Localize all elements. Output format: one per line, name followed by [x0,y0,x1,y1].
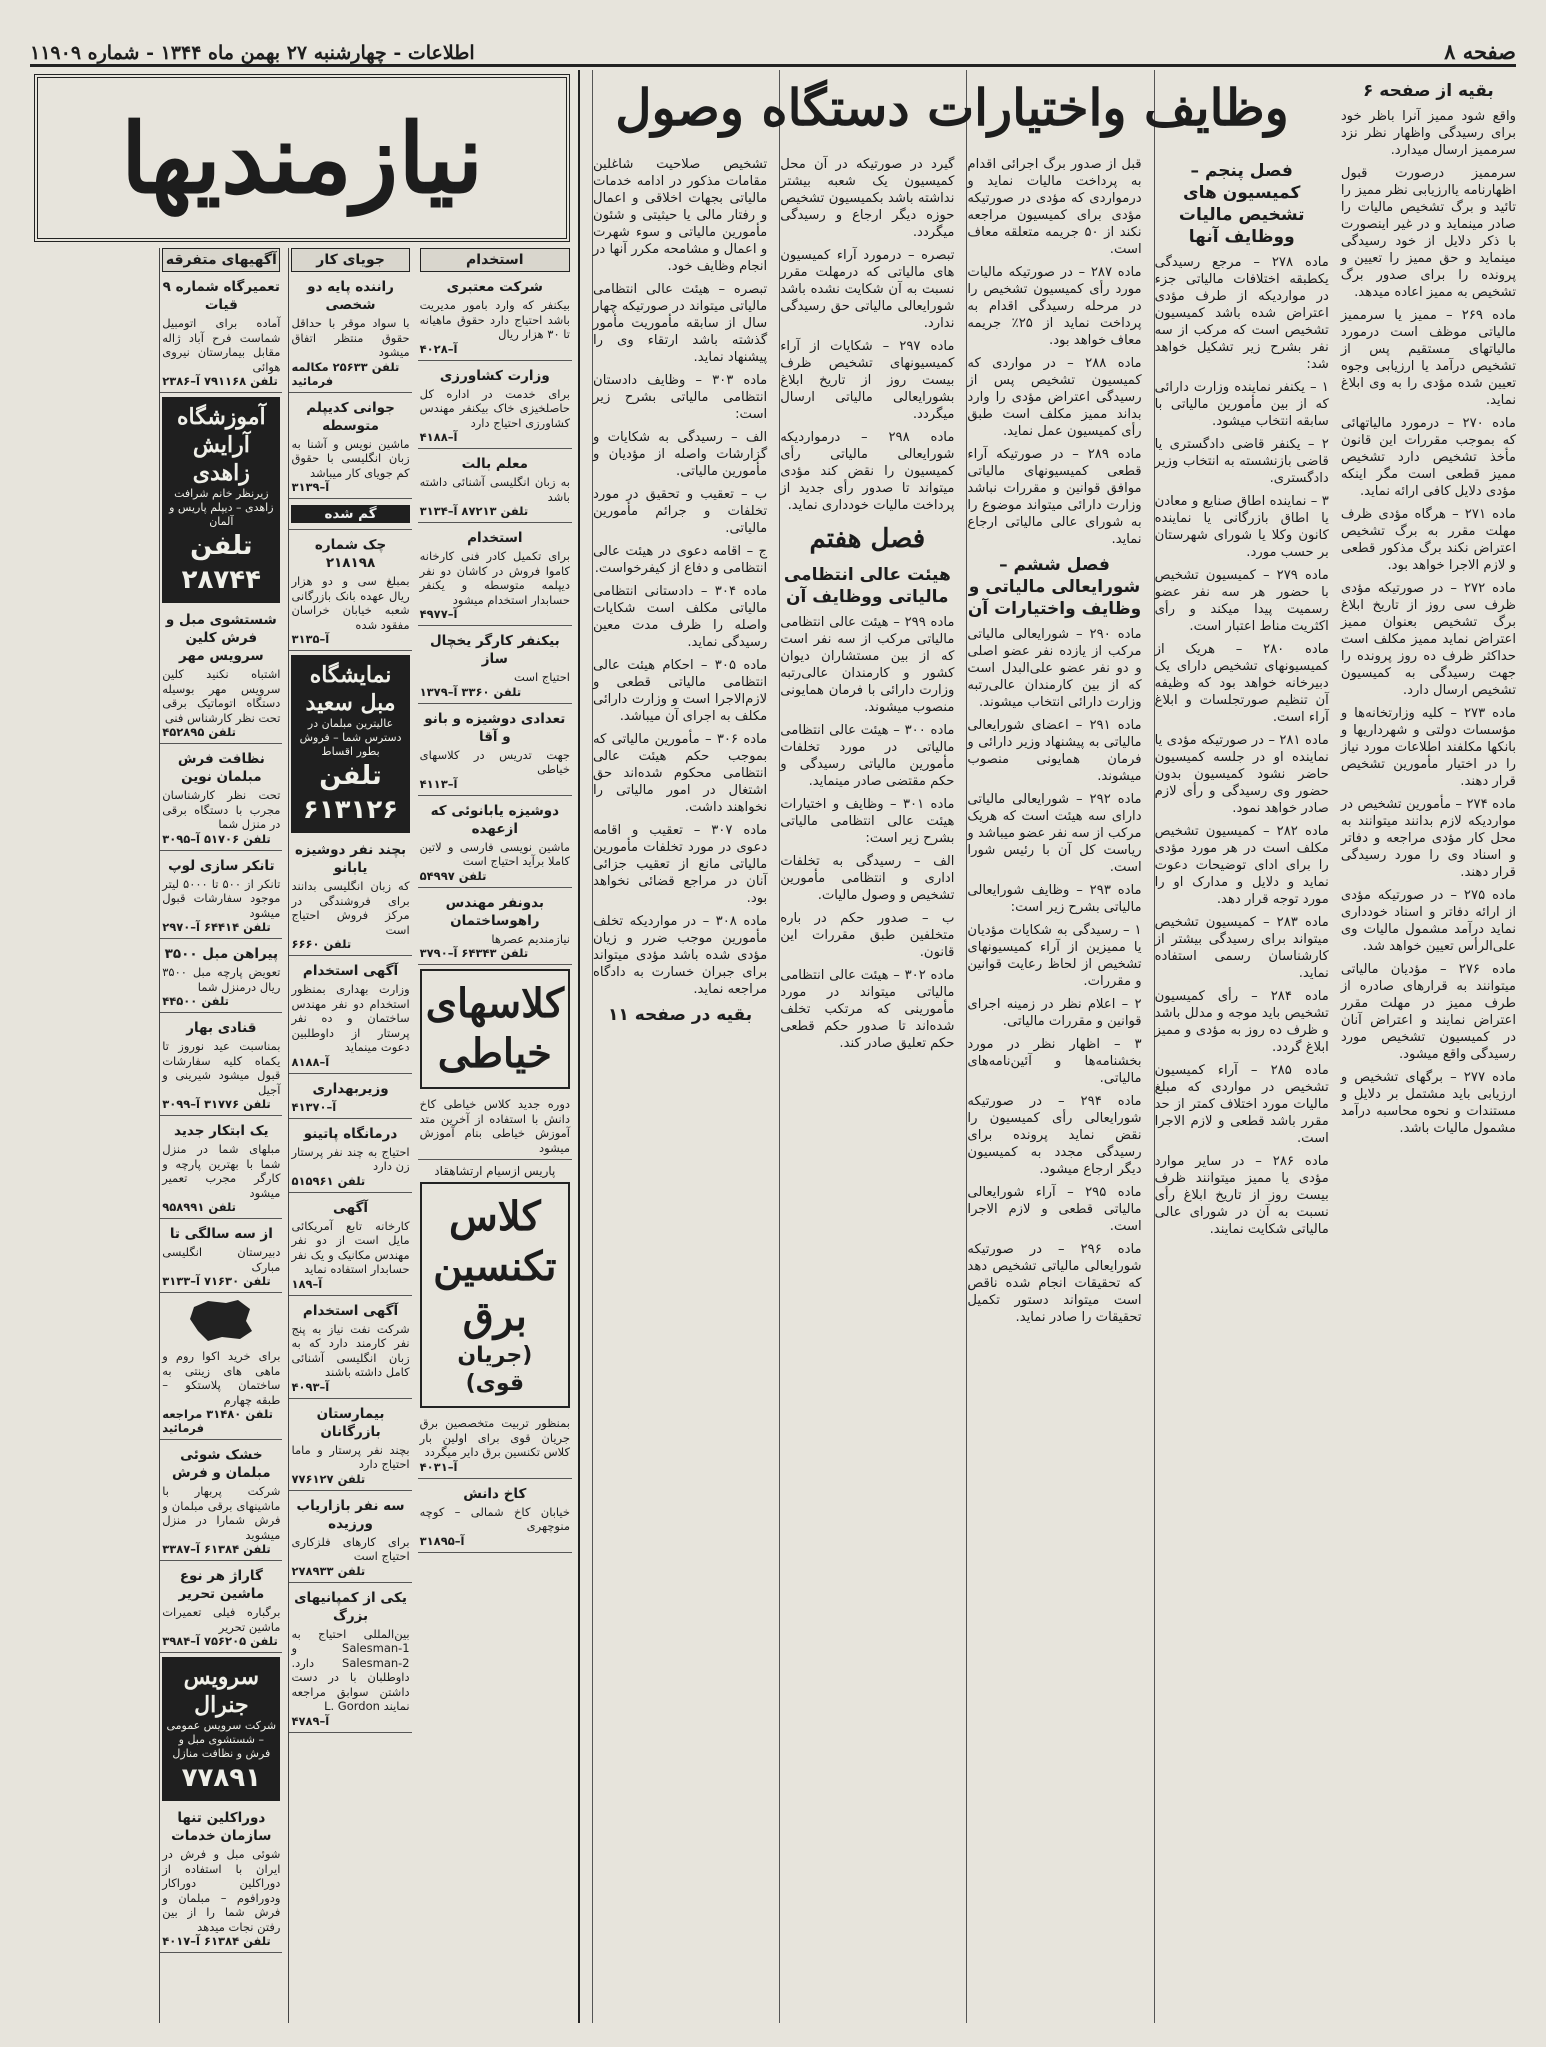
ad-text: شرکت پربهار با ماشینهای برقی مبلمان و فرش شمارا در منزل میشوید [162,1484,281,1542]
page-header [30,34,1516,67]
classified-ad [289,1197,411,1296]
section-header-jobseekers: جویای کار [291,248,409,272]
ad-heading: بچند نفر دوشیزه یابانو [294,842,407,876]
ad-text: با سواد موقر با حداقل حقوق منتظر اتفاق میشود [291,316,410,359]
airline-logo: پاریس ازسیام ارتشاهقاد [434,1164,556,1178]
ad-heading: خشک شوئی مبلمان و فرش [171,1447,271,1481]
classified-ads [30,70,580,2023]
ad-heading: سه نفر بازاریاب ورزیده [296,1497,405,1532]
ad-heading: وزیربهداری [312,1080,389,1097]
ad-phone: تلفن ۷۹۱۱۶۸ آ–۲۳۸۶ [162,374,278,388]
ad-phone: تلفن ۵۱۷۰۶ آ–۳۰۹۵ [162,831,271,846]
classified-ad [289,1495,411,1583]
ad-heading: تانکر سازی لوپ [168,857,275,874]
article-paragraph: ج – اقامه دعوی در هیئت عالی انتظامی و دفاع از کیفرخواست. [593,544,768,576]
classified-ad [160,1444,282,1561]
classified-ad [289,1587,411,1733]
classified-ad [418,1483,572,1553]
article-paragraph: ماده ۲۶۹ – ممیز یا سرممیز مالیاتی موظف است درمورد مالیاتهای مستقیم پس از تشخیص درآمد یا ارزیابی وجوه تعیین شده مؤدی را به وی ابلاغ نماید. [1340,308,1516,408]
advertiser-subline: شرکت سرویس عمومی – شستشوی مبل و فرش و نظافت منازل [166,1719,277,1760]
classified-ad [418,708,572,796]
article-paragraph: ۱ – یکنفر نماینده وزارت دارائی که از بین مأمورین مالیاتی با سابقه انتخاب میشود. [1154,380,1329,429]
article-paragraph: ماده ۲۹۹ – هیئت عالی انتظامی مالیاتی مرکب از سه نفر است که از بین مستشاران دیوان کشور و کارمندان عالی‌رتبه وزارت دارائی با فرمان همایونی منصوب میشوند. [780,615,955,715]
boxed-advertisement [162,1657,280,1801]
article-paragraph: ماده ۳۰۲ – هیئت عالی انتظامی مالیاتی میتواند در مورد مأمورینی که مرتکب تخلف شده‌اند تا صدور حکم قطعی حکم تعلیق صادر کند. [780,968,955,1051]
article-paragraph: ماده ۲۹۳ – وظایف شورایعالی مالیاتی بشرح زیر است: [967,883,1142,915]
classified-ad [418,453,572,523]
article-subheading: فصل ششم – شورایعالی مالیاتی و وظایف واختیارات آن [967,555,1142,619]
article-paragraph: ماده ۲۷۵ – در صورتیکه مؤدی از ارائه دفاتر و اسناد خودداری نماید درآمد مشمول مالیات وی علی‌الرأس تعیین خواهد شد. [1340,888,1516,954]
classified-ad [160,276,282,393]
ad-text: بچند نفر پرستار و ماما احتیاج دارد [291,1442,410,1471]
article-paragraph: ماده ۳۰۷ – تعقیب و اقامه دعوی در مورد تخلفات مأمورین مالیاتی مانع از تعقیب جزائی آنان در مراجع قضائی نخواهد بود. [593,823,768,906]
ad-heading: تعمیرگاه شماره ۹ قیات [162,279,280,313]
classified-ad [289,534,411,651]
ad-heading: بیکنفر کارگر یخچال ساز [429,633,560,667]
article-column-1 [1341,70,1516,2023]
ad-heading: گاراژ هر نوع ماشین تحریر [178,1568,265,1602]
ad-phone: آ–۴۰۳۱ [419,1459,458,1474]
article-paragraph: ۲ – اعلام نظر در زمینه اجرای قوانین و مقررات مالیاتی. [967,997,1142,1029]
article-paragraph: ماده ۲۸۶ – در سایر موارد مؤدی یا ممیز میتوانند ظرف بیست روز از تاریخ ابلاغ رأی نسبت به آن در شورای عالی مالیاتی شکایت نمایند. [1154,1154,1329,1237]
ad-heading: آگهی استخدام [302,963,399,979]
ad-phone: تلفن ۵۱۵۹۶۱ [291,1173,366,1188]
article-paragraph: الف – رسیدگی به تخلفات اداری و انتظامی مأمورین تشخیص و وصول مالیات. [780,854,955,903]
ads-column-hiring [418,248,572,2023]
ad-phone: تلفن ۲۷۸۹۳۳ [291,1563,366,1578]
article-paragraph: ۳ – اظهار نظر در مورد بخشنامه‌ها و آئین‌نامه‌های مالیاتی. [967,1037,1142,1086]
ad-heading: پیراهن مبل ۳۵۰۰ [164,946,279,962]
classified-ad [160,855,282,940]
classified-ad [418,892,572,966]
article-paragraph: ماده ۲۷۹ – کمیسیون تشخیص با حضور هر سه نفر عضو رسمیت پیدا میکند و رأی اکثریت مناط اعتبار است. [1154,568,1329,634]
article-paragraph: ماده ۲۸۹ – در صورتیکه آراء قطعی کمیسیونهای مالیاتی موافق قوانین و مقررات نباشد وزارت دارائی میتواند موضوع را به شورای عالی مالیاتی ارجاع نماید. [967,447,1142,547]
classified-ad [289,1123,411,1193]
ad-phone: آ–۴۰۹۳ [291,1379,330,1394]
article-paragraph: ماده ۳۰۰ – هیئت عالی انتظامی مالیاتی در مورد تخلفات مأمورین مالیاتی رسیدگی و حکم مقتضی صادر مینماید. [780,723,955,789]
ad-text: مبلهای شما در منزل شما با بهترین پارچه و کارگر مجرب تعمیر میشود [162,1142,281,1200]
classified-ad [289,1300,411,1399]
ad-heading: یک ابتکار جدید [174,1123,269,1139]
ad-phone: تلفن ۴۵۲۸۹۵ [162,725,236,739]
article-paragraph: ماده ۲۸۷ – در صورتیکه مالیات مورد رأی کمیسیون تشخیص را در مرحله رسیدگی اقدام به پرداخت نماید از ۲۵٪ جریمه معاف خواهد بود. [967,265,1142,348]
advertiser-phone: ۷۷۸۹۱ [181,1763,261,1793]
ad-heading: شرکت معتبری [446,279,543,295]
article-paragraph: ۳ – نماینده اطاق صنایع و معادن یا اطاق بازرگانی یا نماینده کانون وکلا یا شورای شهرستان بر حسب مورد. [1154,494,1329,560]
article-paragraph: ماده ۳۰۴ – دادستانی انتظامی مالیاتی مکلف است شکایات واصله را ظرف مدت معین رسیدگی نماید. [593,584,768,650]
ad-text: برگباره فیلی تعمیرات ماشین تحریر [162,1605,281,1634]
page-number: صفحه ۸ [1444,39,1516,64]
ad-phone: تلفن ۳۱۴۸۰ مراجعه فرمائید [162,1407,273,1435]
ad-text: اشتباه نکنید کلین سرویس مهر بوسیله دستگاه اتوماتیک برقی تحت نظر کارشناس فنی [162,667,281,725]
article-paragraph: تشخیص صلاحیت شاغلین مقامات مذکور در ادامه خدمات مالیاتی بجهات اخلاقی و اعمال و رفتار مالی یا حیثیتی و شئون مأمورین مالیاتی و سوء شهرت و اعمال و مشامحه مکرر آنها در انجام وظایف خود. [593,157,768,274]
ad-phone: تلفن ۶۴۴۱۴ آ–۲۹۷۰ [162,920,271,934]
ad-phone: تلفن ۷۷۶۱۲۷ [291,1471,366,1486]
ad-text: احتیاج به چند نفر پرستار زن دارد [291,1144,410,1173]
article-paragraph: تبصره – هیئت عالی انتظامی مالیاتی میتواند در صورتیکه چهار سال از سابقه مأموریت مأمور گذشته باشد ارتقاء وی را پیشنهاد نماید. [593,282,768,365]
ad-phone: تلفن ۳۳۶۰ آ–۱۳۷۹ [419,684,522,699]
ad-text: کارخانه تابع آمریکائی مایل است از دو نفر مهندس مکانیک و یک نفر حسابدار استفاده نماید [291,1218,410,1276]
ad-text: وزارت بهداری بمنظور استخدام دو نفر مهندس ساختمان و ده نفر پرستار از داوطلبین دعوت مینماید [291,982,410,1054]
article-subheading: هیئت عالی انتظامی مالیاتی ووظایف آن [783,565,951,607]
ad-phone: تلفن ۶۱۳۸۴ آ–۴۰۱۷ [162,1934,271,1948]
classified-ad [418,276,572,361]
article-title: وظایف واختیارات دستگاه وصول [615,78,1289,137]
article-subheading: بقیه در صفحه ۱۱ [608,1005,753,1025]
ad-heading: کاخ دانش [463,1485,527,1502]
article-paragraph: ماده ۲۸۸ – در مواردی که کمیسیون تشخیص پس از رسیدگی اعتراض مؤدی را وارد بداند ممیز مکلف است طبق رأی کمیسیون عمل نماید. [967,356,1142,439]
article-paragraph: ماده ۲۸۴ – رأی کمیسیون تشخیص باید موجه و مدلل باشد و ظرف ده روز به مؤدی و ممیز ابلاغ گردد. [1154,989,1329,1055]
ad-phone: آ–۸۱۸۸ [291,1054,330,1069]
ad-text: بمبلغ سی و دو هزار ریال عهده بانک بازرگانی شعبه خیابان خراسان مفقود شده [291,574,410,632]
ad-phone: تلفن ۸۷۲۱۳ آ–۳۱۳۴ [419,504,529,518]
ad-phone: تلفن ۴۴۵۰۰ [162,994,229,1008]
ad-text: نیازمندیم عصرها [491,931,570,946]
ad-heading: بدونفر مهندس راهوساختمان [445,894,544,929]
boxed-advertisement [162,397,280,603]
classified-ad [289,1078,411,1119]
classified-ad [160,943,282,1013]
ad-phone: آ–۴۱۳۷۰ [291,1099,337,1114]
ad-heading: دوشیزه یابانوئی که ازعهده [430,802,560,837]
article-paragraph: ماده ۲۷۳ – کلیه وزارتخانه‌ها و مؤسسات دولتی و شهرداریها و بانکها مکلفند اطلاعات مورد نیاز را در اختیار مأمورین تشخیص قرار دهند. [1340,706,1516,789]
ad-heading: از سه سالگی تا [169,1226,273,1242]
ad-text: تعویض پارچه مبل ۳۵۰۰ ریال درمنزل شما [162,965,281,994]
ad-phone: تلفن ۶۱۳۸۴ آ–۳۳۸۷ [162,1542,271,1556]
advertiser-phone: تلفن ۶۱۳۱۲۶ [302,761,399,825]
classified-ad [289,839,411,956]
section-header-misc: آگهیهای متفرقه [162,248,280,272]
ad-phone: تلفن ۷۱۶۳۰ آ–۳۱۳۳ [162,1274,271,1288]
article-paragraph: ماده ۲۹۶ – در صورتیکه شورایعالی مالیاتی تشخیص دهد که تحقیقات انجام شده ناقص است میتواند دستور تکمیل تحقیقات را صادر نماید. [967,1242,1142,1325]
ad-text: برای تکمیل کادر فنی کارخانه کاموا فروش در کاشان دو نفر دیپلمه متوسطه و یکنفر حسابدار استخدام میشود [419,549,570,607]
article-column-3 [966,70,1141,2023]
ad-text: شوئی مبل و فرش در ایران با استفاده از دوراکلین دوراکار ودورافوم – مبلمان و فرش شما را از بین رفتن نجات میدهد [162,1847,281,1934]
ad-heading: استخدام [467,530,523,546]
ad-text: خیابان کاخ شمالی – کوچه منوچهری [419,1504,570,1533]
article-paragraph: ماده ۲۹۰ – شورایعالی مالیاتی مرکب از یازده نفر عضو اصلی و دو نفر عضو علی‌البدل است که از بین کارمندان عالی‌رتبه وزارت دارائی انتخاب میشوند. [967,627,1142,710]
ad-text: تحت نظر کارشناسان مجرب با دستگاه برقی در منزل شما [162,788,281,831]
ad-text: بیکنفر که وارد بامور مدیریت باشد احتیاج دارد حقوق ماهیانه تا ۳۰ هزار ریال [419,298,570,341]
classified-ad [289,397,411,500]
classified-ad [160,1120,282,1219]
classifieds-title: نیازمندیها [34,74,570,242]
classified-ad [418,800,572,888]
ad-phone: آ–۳۱۸۹۵ [419,1533,465,1548]
article-paragraph: ۱ – رسیدگی به شکایات مؤدیان یا ممیزین از آراء کمیسیونهای تشخیص از لحاظ رعایت قوانین و مقررات. [967,923,1142,989]
ad-phone: تلفن ۵۴۹۹۷ [419,868,487,883]
ad-phone: تلفن ۳۱۷۷۶ آ–۳۰۹۹ [162,1097,271,1111]
ad-text: شرکت نفت نیاز به پنج نفر کارمند دارد که به زبان انگلیسی آشنائی کامل داشته باشند [291,1321,410,1379]
article-subheading: فصل پنجم – کمیسیون های تشخیص مالیات ووظایف آنها [1178,161,1305,247]
classified-ad [160,1347,282,1440]
display-ad-subtitle: (جریان قوی) [457,1343,533,1396]
ad-text: ماشین نویسی فارسی و لاتین کاملا برآید احتیاج است [419,839,570,868]
article-paragraph: ماده ۲۸۲ – کمیسیون تشخیص مکلف است در هر مورد مؤدی را برای ادای توضیحات دعوت نماید و دلایل و مدارک او را مورد توجه قرار دهد. [1154,824,1329,907]
iran-map-icon [186,1297,256,1343]
article-paragraph: ۲ – یکنفر قاضی دادگستری یا قاضی بازنشسته به انتخاب وزیر دادگستری. [1154,437,1329,486]
classified-ad [160,1807,282,1953]
display-ad-title: کلاسهای خیاطی [425,980,564,1077]
article-paragraph: ماده ۲۹۱ – اعضای شورایعالی مالیاتی به پیشنهاد وزیر دارائی و فرمان همایونی منصوب میشوند. [967,718,1142,784]
article-paragraph: الف – رسیدگی به شکایات و گزارشات واصله از مؤدیان و مأمورین مالیاتی. [593,430,768,479]
classified-ad [418,1414,572,1479]
article-paragraph: ماده ۲۹۲ – شورایعالی مالیاتی دارای سه هیئت است که هریک مرکب از سه نفر عضو میباشد و ریاست کل آن با رئیس شورا است. [967,792,1142,875]
article-paragraph: قبل از صدور برگ اجرائی اقدام به پرداخت مالیات نماید و درمواردی که مؤدی در صورتیکه مؤدی برای کمیسیون مراجعه نکند از ۵۰ جریمه متعلقه معاف است. [967,157,1142,257]
classified-ad [418,527,572,626]
article-paragraph: ماده ۳۰۸ – در مواردیکه تخلف مأمورین موجب ضرر و زیان مؤدی شده باشد مؤدی میتواند برای جبران خسارت به دادگاه مراجعه نماید. [593,914,768,997]
article-paragraph: ماده ۲۷۸ – مرجع رسیدگی یکطبقه اختلافات مالیاتی جزء در مواردیکه از طرف مؤدی اعتراض شده باشد کمیسیون تشخیص است که مرکب از سه نفر بشرح زیر تشکیل خواهد شد: [1154,255,1329,372]
article-paragraph: گیرد در صورتیکه در آن محل کمیسیون یک شعبه بیشتر نداشته باشد بکمیسیون تشخیص حوزه دیگر ارجاع و رسیدگی میگردد. [780,157,955,240]
ad-phone: آ–۴۷۸۹ [291,1713,330,1728]
ad-text: برای کارهای فلزکاری احتیاج است [291,1534,410,1563]
article-paragraph: ماده ۲۸۳ – کمیسیون تشخیص میتواند برای رسیدگی بیشتر از کارشناسان رسمی استفاده نماید. [1154,915,1329,981]
display-ad-title: کلاس تکنسین برق [433,1193,557,1340]
ad-text: تانکر از ۵۰۰ تا ۵۰۰۰ لیتر موجود سفارشات قبول میشود [162,876,281,920]
ad-phone: آ–۴۱۱۳ [419,776,458,791]
ad-heading: معلم بالت [461,456,528,472]
article-paragraph: ب – صدور حکم در باره متخلفین طبق مقررات این قانون. [780,911,955,960]
ad-phone: تلفن ۹۵۸۹۹۱ [162,1200,236,1214]
article-paragraph: ماده ۳۰۵ – احکام هیئت عالی انتظامی مالیاتی قطعی و لازم‌الاجرا است و وزارت دارائی مکلف به اجرای آن میباشد. [593,658,768,724]
ad-phone: آ–۳۱۳۹ [291,480,330,494]
ad-heading: نظافت فرش مبلمان نوین [177,751,265,785]
ad-heading: یکی از کمپانیهای بزرگ [294,1589,407,1624]
ad-text: که زبان انگلیسی بدانند برای فروشندگی در مرکز فروش احتیاج است [291,879,410,937]
display-advertisement [420,969,570,1089]
boxed-advertisement [291,655,409,833]
advertiser-phone: تلفن ۲۸۷۴۴ [181,531,261,595]
article-paragraph: سرممیز درصورت قبول اظهارنامه یاارزیابی نظر ممیز را تائید و برگ تشخیص مالیات را صادر مینماید و در غیر اینصورت با ذکر دلایل از خود رسیدگی مینماید و حق ممیز را تعیین و پرونده را برای صدور برگ تشخیص به ممیز اعاده میدهد. [1340,166,1516,300]
article-paragraph: ب – تعقیب و تحقیق در مورد تخلفات و جرائم مأمورین مالیاتی. [593,487,768,536]
article-paragraph: واقع شود ممیز آنرا باظر خود برای رسیدگی واظهار نظر نزد سرممیز ارسال میدارد. [1340,109,1516,158]
advertiser-name: نمایشگاه مبل سعید [305,662,396,716]
ad-phone: آ–۴۰۲۸ [419,341,458,356]
ad-heading: تعدادی دوشیزه و بانو و آقا [424,710,566,745]
classified-ad [289,276,411,393]
article-paragraph: ماده ۳۰۳ – وظایف دادستان انتظامی مالیاتی بشرح زیر است: [593,373,768,422]
ad-phone: تلفن ۲۵۶۳۳ مکالمه فرمائید [291,359,400,388]
ad-heading: قنادی بهار [186,1020,257,1036]
article-paragraph: ماده ۲۹۷ – شکایات از آراء کمیسیونهای تشخیص ظرف بیست روز از تاریخ ابلاغ بشورایعالی مالیاتی ارسال میگردد. [780,339,955,422]
ad-text: بمناسبت عید نوروز تا یکماه کلیه سفارشات قبول میشود شیرینی و آجیل [162,1039,281,1097]
classified-ad [160,1223,282,1293]
ad-text: بین‌المللی احتیاج به Salesman-1 و Salesman-2 دارد. داوطلبان با در دست داشتن سوابق مراجعه نمایند L. Gordon [291,1626,410,1713]
ad-heading: بیمارستان بازرگانان [316,1405,385,1440]
article-subheading: فصل هفتم [809,524,926,554]
ad-heading: شستشوی مبل و فرش کلین سرویس مهر [165,612,277,664]
ad-heading: گم شده [291,505,409,523]
article-paragraph: ماده ۲۷۰ – درمورد مالیاتهائی که بموجب مقررات این قانون مأخذ تشخیص دارد تشخیص ممیز قطعی است مگر اینکه مؤدی دلایل کافی ارائه نماید. [1340,416,1516,499]
classified-ad [289,1403,411,1491]
ad-text: برای خرید اکوا روم و ماهی های زینتی به ساختمان پلاستکو – طبقه چهارم [162,1349,281,1407]
article-paragraph: ماده ۲۷۴ – مأمورین تشخیص در مواردیکه لازم بدانند میتوانند به محل کار مؤدی مراجعه و دفاتر و اسناد وی را مورد رسیدگی قرار دهند. [1340,797,1516,880]
article-paragraph: تبصره – درمورد آراء کمیسیون های مالیاتی که درمهلت مقرر نسبت به آن شکایت نشده باشد شورایعالی مالیاتی حق رسیدگی ندارد. [780,248,955,331]
classified-ad [289,503,411,530]
issue-line: اطلاعات - چهارشنبه ۲۷ بهمن ماه ۱۳۴۴ - شماره ۱۱۹۰۹ [30,42,475,64]
classified-ad [160,748,282,851]
ad-text: ماشین نویس و آشنا به زبان انگلیسی با حقوق کم جویای کار میباشد [291,436,410,480]
classified-ad [418,1095,572,1160]
ad-phone: آ–۳۱۳۵ [291,632,330,646]
ad-text: به زبان انگلیسی آشنائی داشته باشد [419,475,570,504]
article-paragraph: ماده ۲۹۴ – در صورتیکه شورایعالی رأی کمیسیون را نقض نماید پرونده برای رسیدگی مجدد به کمیسیون دیگر ارجاع میشود. [967,1094,1142,1177]
ad-text: بمنظور تربیت متخصصین برق جریان قوی برای اولین بار کلاس تکنسین برق دایر میگردد [419,1416,570,1459]
tax-law-article [592,70,1516,2023]
ad-phone: تلفن ۶۶۶۰ [291,937,352,951]
article-column-2 [1154,70,1329,2023]
ad-heading: جوانی کدیپلم متوسطه [306,399,395,434]
advertiser-name: آموزشگاه آرایش زاهدی [176,404,266,486]
ad-heading: دوراکلین تنها سازمان خدمات [171,1810,272,1844]
article-paragraph: ماده ۲۷۷ – برگهای تشخیص و ارزیابی باید مشتمل بر دلایل و مستندات و نحوه محاسبه درآمد مشمول مالیات باشد. [1340,1070,1516,1136]
ad-heading: چک شماره ۲۱۸۱۹۸ [314,537,387,571]
ad-heading: وزارت کشاورزی [439,367,550,384]
ad-heading: راننده پایه دو شخصی [307,279,394,313]
classified-ad [160,1017,282,1116]
ad-text: احتیاج است [514,670,570,684]
article-subheading: بقیه از صفحه ۶ [1362,81,1494,101]
classified-ad [418,630,572,704]
ad-text: دوره جدید کلاس خیاطی کاخ دانش با استفاده از آخرین متد آموزش خیاطی بنام آموزش میشود [419,1097,570,1155]
article-paragraph: ماده ۲۸۵ – آراء کمیسیون تشخیص در مواردی که مبلغ مالیات مورد اختلاف کمتر از حد مقرر باشد قطعی و لازم الاجرا است. [1154,1063,1329,1146]
article-paragraph: ماده ۲۸۰ – هریک از کمیسیونهای تشخیص دارای یک دبیرخانه خواهد بود که وظیفه آن تنظیم صورتجلسات و ابلاغ آراء است. [1154,642,1329,725]
advertiser-name: سرویس جنرال [183,1664,260,1718]
ad-phone: تلفن ۷۵۶۲۰۵ آ–۳۹۸۴ [162,1634,278,1648]
classified-ad [160,1565,282,1653]
ad-text: جهت تدریس در کلاسهای خیاطی [419,747,570,776]
advertiser-subline: عالیترین مبلمان در دسترس شما – فروش بطور اقساط [299,717,402,758]
article-paragraph: ماده ۲۹۵ – آراء شورایعالی مالیاتی قطعی و لازم الاجرا است. [967,1185,1142,1234]
ad-phone: آ–۴۱۸۸ [419,430,458,444]
section-header-hiring: استخدام [420,248,570,272]
article-paragraph: ماده ۲۷۶ – مؤدیان مالیاتی میتوانند به قرارهای صادره از طرف ممیز در مهلت مقرر اعتراض نمایند و اعتراض آنان در کمیسیون تشخیص مورد رسیدگی واقع میشود. [1340,962,1516,1062]
ads-column-jobseekers [288,248,411,2023]
ad-heading: آگهی استخدام [302,1302,399,1319]
ad-phone: آ–۱۸۹ [291,1276,323,1291]
article-paragraph: ماده ۳۰۱ – وظایف و اختیارات هیئت عالی انتظامی مالیاتی بشرح زیر است: [780,797,955,846]
classified-ad [418,365,572,450]
ad-text: برای خدمت در اداره کل حاصلخیزی خاک بیکنفر مهندس کشاورزی احتیاج دارد [419,386,570,430]
article-paragraph: ماده ۲۷۱ – هرگاه مؤدی ظرف مهلت مقرر به برگ تشخیص اعتراض نکند برگ مذکور قطعی و لازم الاجرا خواهد بود. [1340,507,1516,573]
article-column-5 [592,70,767,2023]
article-paragraph: ماده ۳۰۶ – مأمورین مالیاتی که بموجب حکم هیئت عالی انتظامی محکوم شده‌اند حق اشتغال در امور مالیاتی را نخواهند داشت. [593,732,768,815]
display-advertisement [420,1182,570,1408]
ad-text: آماده برای اتومبیل شماست فرح آباد ژاله مقابل بیمارستان نیروی هوائی [162,316,281,374]
ad-phone: آ–۴۹۷۷ [419,607,458,621]
article-paragraph: ماده ۲۷۲ – در صورتیکه مؤدی ظرف سی روز از تاریخ ابلاغ برگ تشخیص بعنوان ممیز اعتراض نماید ممیز مکلف است حداکثر ظرف ده روز پرونده را جهت رسیدگی به کمیسیون تشخیص ارسال دارد. [1340,581,1516,698]
classified-ad [160,609,282,744]
article-paragraph: ماده ۲۸۱ – در صورتیکه مؤدی یا نماینده او در جلسه کمیسیون حاضر نشود کمیسیون بدون حضور وی رسیدگی و رأی لازم صادر خواهد نمود. [1154,733,1329,816]
ad-heading: آگهی [333,1199,369,1216]
ad-heading: درمانگاه پاتینو [303,1125,398,1142]
classified-ad [289,960,411,1074]
ads-column-misc [159,248,282,2023]
ad-phone: تلفن ۶۴۳۴۳ آ–۳۷۹۰ [419,946,529,960]
article-column-4 [779,70,954,2023]
article-paragraph: ماده ۲۹۸ – درمواردیکه شورایعالی مالیاتی رأی کمیسیون را نقض کند مؤدی میتواند تا صدور رأی جدید از پرداخت مالیات خودداری نماید. [780,430,955,513]
ad-text: دبیرستان انگلیسی مبارک [162,1245,281,1274]
advertiser-subline: زیرنظر خانم شرافت زاهدی – دیپلم پاریس و آلمان [169,487,274,528]
